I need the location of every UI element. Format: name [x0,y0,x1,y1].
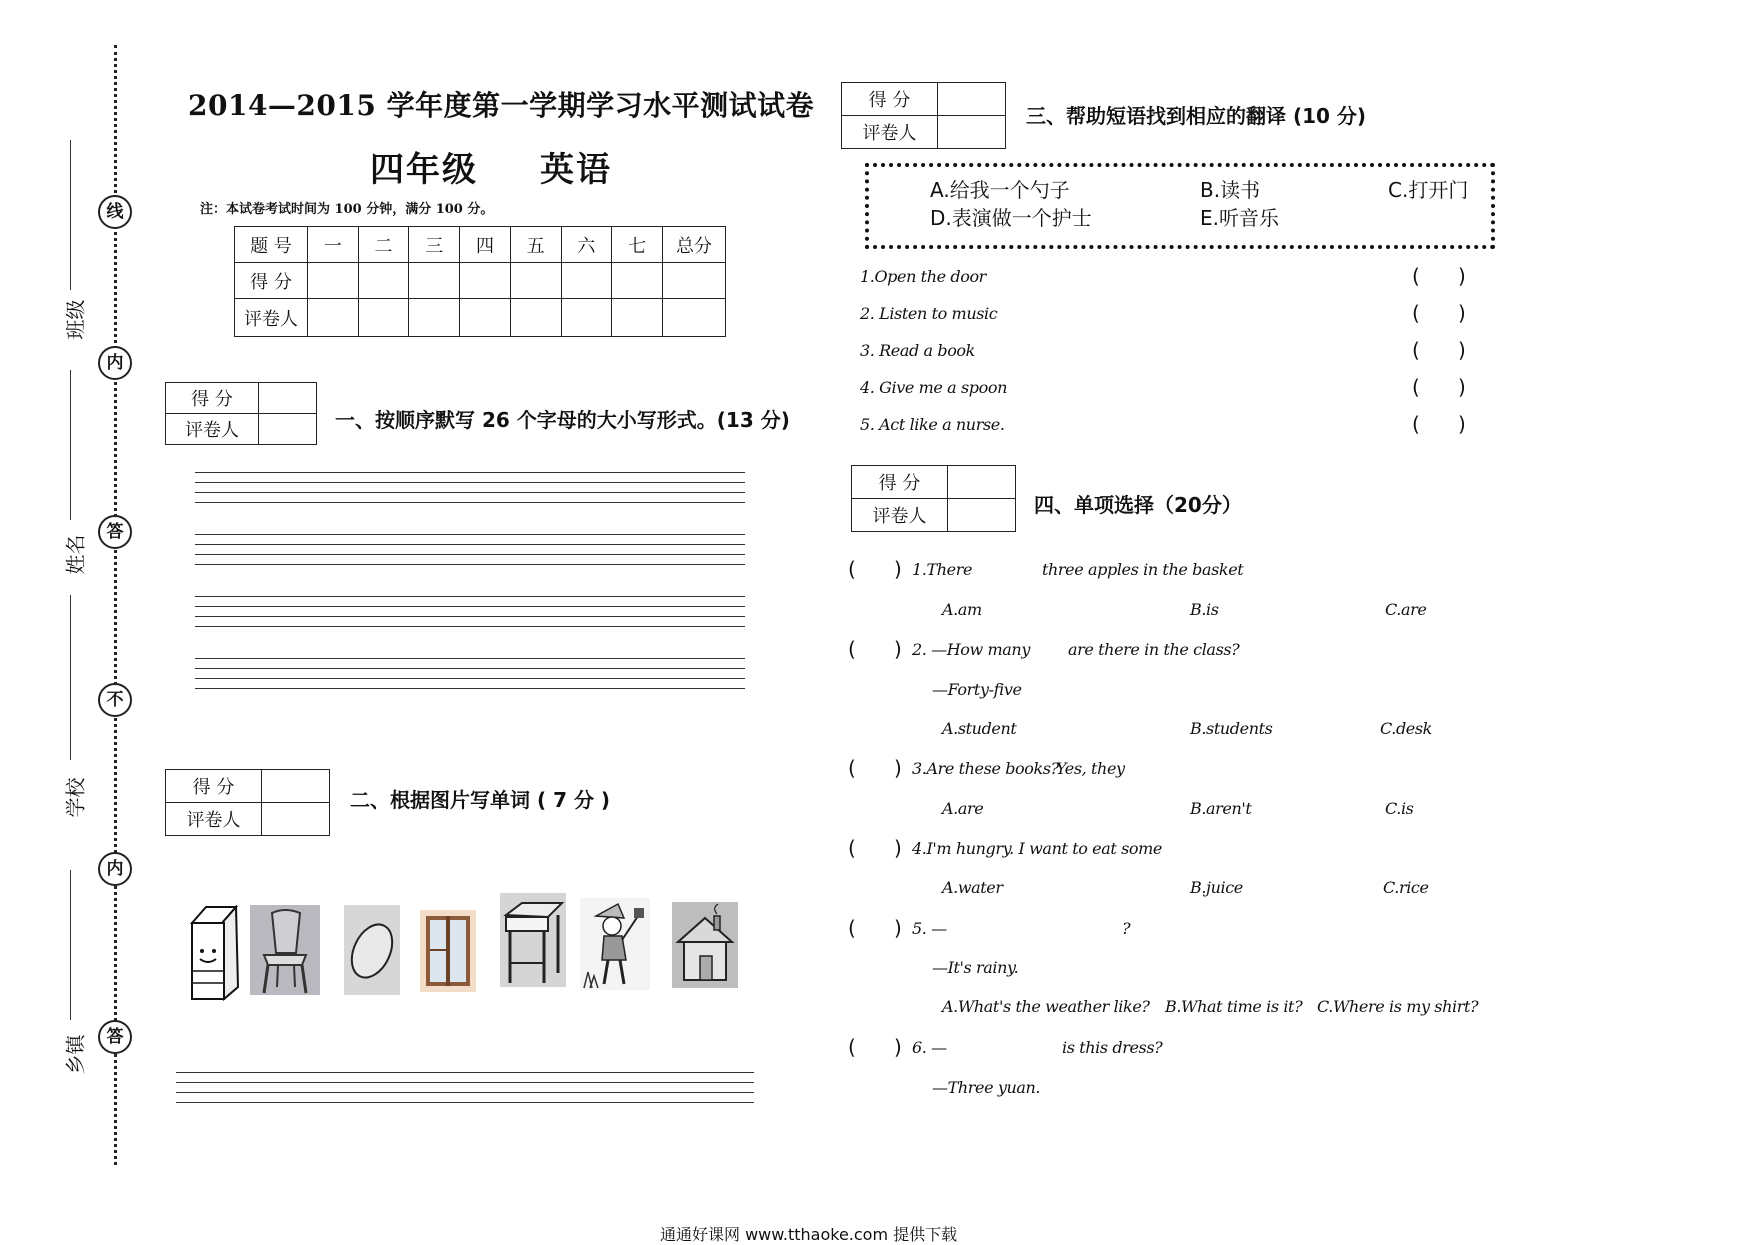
grader-box-label: 评卷人 [842,116,938,149]
town-fill-line [70,870,71,1020]
q6-answer-line: —Three yuan. [932,1078,1041,1097]
q2-stem-tail: are there in the class? [1068,640,1240,659]
score-box-cell[interactable] [262,770,330,803]
q4-choice-c: C.rice [1383,878,1429,897]
grader-cell[interactable] [460,299,511,337]
score-cell[interactable] [612,263,663,299]
match-answer-4[interactable]: ( ) [1412,375,1466,399]
score-box-label: 得 分 [166,770,262,803]
q2-answer-line: —Forty-five [932,680,1022,699]
picture-word-lines[interactable] [176,1072,754,1103]
q1-choice-b: B.is [1190,600,1219,619]
score-table-header: 题 号 [235,227,308,263]
section4-title: 四、单项选择（20分） [1034,493,1242,517]
q3-choice-c: C.is [1385,799,1414,818]
score-cell[interactable] [409,263,460,299]
egg-icon [344,905,400,995]
q3-choice-b: B.aren't [1190,799,1252,818]
binding-char-6: 答 [98,1020,132,1054]
name-fill-line [70,370,71,520]
q5-choice-b: B.What time is it? [1165,997,1303,1016]
q6-answer-bracket[interactable]: ( ) [848,1035,902,1059]
exam-subtitle [370,142,612,191]
grader-cell[interactable] [663,299,726,337]
grader-box-label: 评卷人 [166,414,259,445]
score-box-label: 得 分 [852,466,948,499]
match-answer-3[interactable]: ( ) [1412,338,1466,362]
score-row-label: 得 分 [235,263,308,299]
alphabet-writing-lines-2[interactable] [195,534,745,565]
option-d: D.表演做一个护士 [930,206,1092,230]
match-item-5: 5. Act like a nurse. [860,415,1005,434]
grader-box-cell[interactable] [948,499,1016,532]
grader-box-label: 评卷人 [852,499,948,532]
grader-cell[interactable] [561,299,612,337]
score-box-label: 得 分 [842,83,938,116]
q4-choice-b: B.juice [1190,878,1243,897]
grader-box-cell[interactable] [259,414,317,445]
score-table-header: 二 [358,227,409,263]
q3-stem-tail: Yes, they [1056,759,1125,778]
option-e: E.听音乐 [1200,206,1279,230]
score-cell[interactable] [358,263,409,299]
score-cell[interactable] [308,263,359,299]
option-b: B.读书 [1200,178,1261,202]
match-item-1: 1.Open the door [860,267,986,286]
grader-cell[interactable] [510,299,561,337]
q2-answer-bracket[interactable]: ( ) [848,637,902,661]
score-table-header: 四 [460,227,511,263]
match-item-4: 4. Give me a spoon [860,378,1008,397]
binding-char-1: 线 [98,195,132,229]
grader-box-cell[interactable] [938,116,1006,149]
q5-stem: 5. — [912,919,947,938]
q5-choice-c: C.Where is my shirt? [1317,997,1479,1016]
subject-label: 英语 [540,150,612,190]
q2-choice-c: C.desk [1380,719,1432,738]
label-class: 班级 [63,299,88,340]
q4-choice-a: A.water [942,878,1003,897]
house-icon [672,902,738,988]
q5-answer-bracket[interactable]: ( ) [848,916,902,940]
footer-credit: 通通好课网 www.tthaoke.com 提供下载 [660,1225,958,1244]
chair-icon [250,905,320,995]
grader-cell[interactable] [409,299,460,337]
milk-carton-icon [186,905,242,1001]
q6-stem-tail: is this dress? [1062,1038,1163,1057]
score-table-header: 六 [561,227,612,263]
score-cell[interactable] [460,263,511,299]
q3-choice-a: A.are [942,799,984,818]
q2-choice-a: A.student [942,719,1017,738]
grader-cell[interactable] [612,299,663,337]
exam-note: 注：本试卷考试时间为 100 分钟，满分 100 分。 [200,202,494,217]
q2-stem: 2. —How many [912,640,1030,659]
window-icon [420,910,476,992]
score-cell[interactable] [510,263,561,299]
score-table-header: 一 [308,227,359,263]
q6-stem: 6. — [912,1038,947,1057]
alphabet-writing-lines-1[interactable] [195,472,745,503]
q4-stem: 4.I'm hungry. I want to eat some [912,839,1162,858]
q2-choice-b: B.students [1190,719,1273,738]
q1-stem: 1.There [912,560,973,579]
school-fill-line [70,595,71,760]
q1-answer-bracket[interactable]: ( ) [848,557,902,581]
exam-title: 2014—2015 学年度第一学期学习水平测试试卷 [188,89,815,122]
score-cell[interactable] [663,263,726,299]
section2-score-box [165,769,330,836]
score-row-label: 评卷人 [235,299,308,337]
score-table-header: 三 [409,227,460,263]
score-box-cell[interactable] [948,466,1016,499]
option-c: C.打开门 [1388,178,1469,202]
binding-char-2: 内 [98,346,132,380]
grader-cell[interactable] [358,299,409,337]
label-name: 姓名 [63,534,88,575]
class-fill-line [70,140,71,290]
desk-icon [500,893,566,987]
binding-char-5: 内 [98,852,132,886]
match-answer-5[interactable]: ( ) [1412,412,1466,436]
q1-choice-c: C.are [1385,600,1427,619]
grader-box-cell[interactable] [262,803,330,836]
option-a: A.给我一个勺子 [930,178,1070,202]
score-table-header: 五 [510,227,561,263]
q5-answer-line: —It's rainy. [932,958,1019,977]
q5-stem-tail: ? [1122,919,1131,938]
match-answer-1[interactable]: ( ) [1412,264,1466,288]
section3-title: 三、帮助短语找到相应的翻译 (10 分) [1026,104,1367,128]
score-table-header: 七 [612,227,663,263]
alphabet-writing-lines-3[interactable] [195,596,745,627]
q1-choice-a: A.am [942,600,982,619]
farmer-icon [580,898,650,990]
q3-stem: 3.Are these books? [912,759,1059,778]
section3-score-box [841,82,1006,149]
match-item-3: 3. Read a book [860,341,975,360]
grade-label: 四年级 [370,150,478,190]
score-table [234,226,726,337]
q1-stem-tail: three apples in the basket [1042,560,1244,579]
grader-cell[interactable] [308,299,359,337]
section4-score-box [851,465,1016,532]
binding-char-3: 答 [98,515,132,549]
q3-answer-bracket[interactable]: ( ) [848,756,902,780]
section2-title: 二、根据图片写单词 ( 7 分 ) [350,788,611,812]
score-box-cell[interactable] [259,383,317,414]
section1-title: 一、按顺序默写 26 个字母的大小写形式。(13 分) [335,408,790,432]
score-cell[interactable] [561,263,612,299]
q5-choice-a: A.What's the weather like? [942,997,1150,1016]
score-box-label: 得 分 [166,383,259,414]
score-table-header: 总分 [663,227,726,263]
alphabet-writing-lines-4[interactable] [195,658,745,689]
match-item-2: 2. Listen to music [860,304,998,323]
grader-box-label: 评卷人 [166,803,262,836]
label-school: 学校 [63,777,88,818]
q4-answer-bracket[interactable]: ( ) [848,836,902,860]
label-town: 乡镇 [63,1034,88,1075]
section1-score-box [165,382,317,445]
score-box-cell[interactable] [938,83,1006,116]
match-answer-2[interactable]: ( ) [1412,301,1466,325]
binding-char-4: 不 [98,683,132,717]
